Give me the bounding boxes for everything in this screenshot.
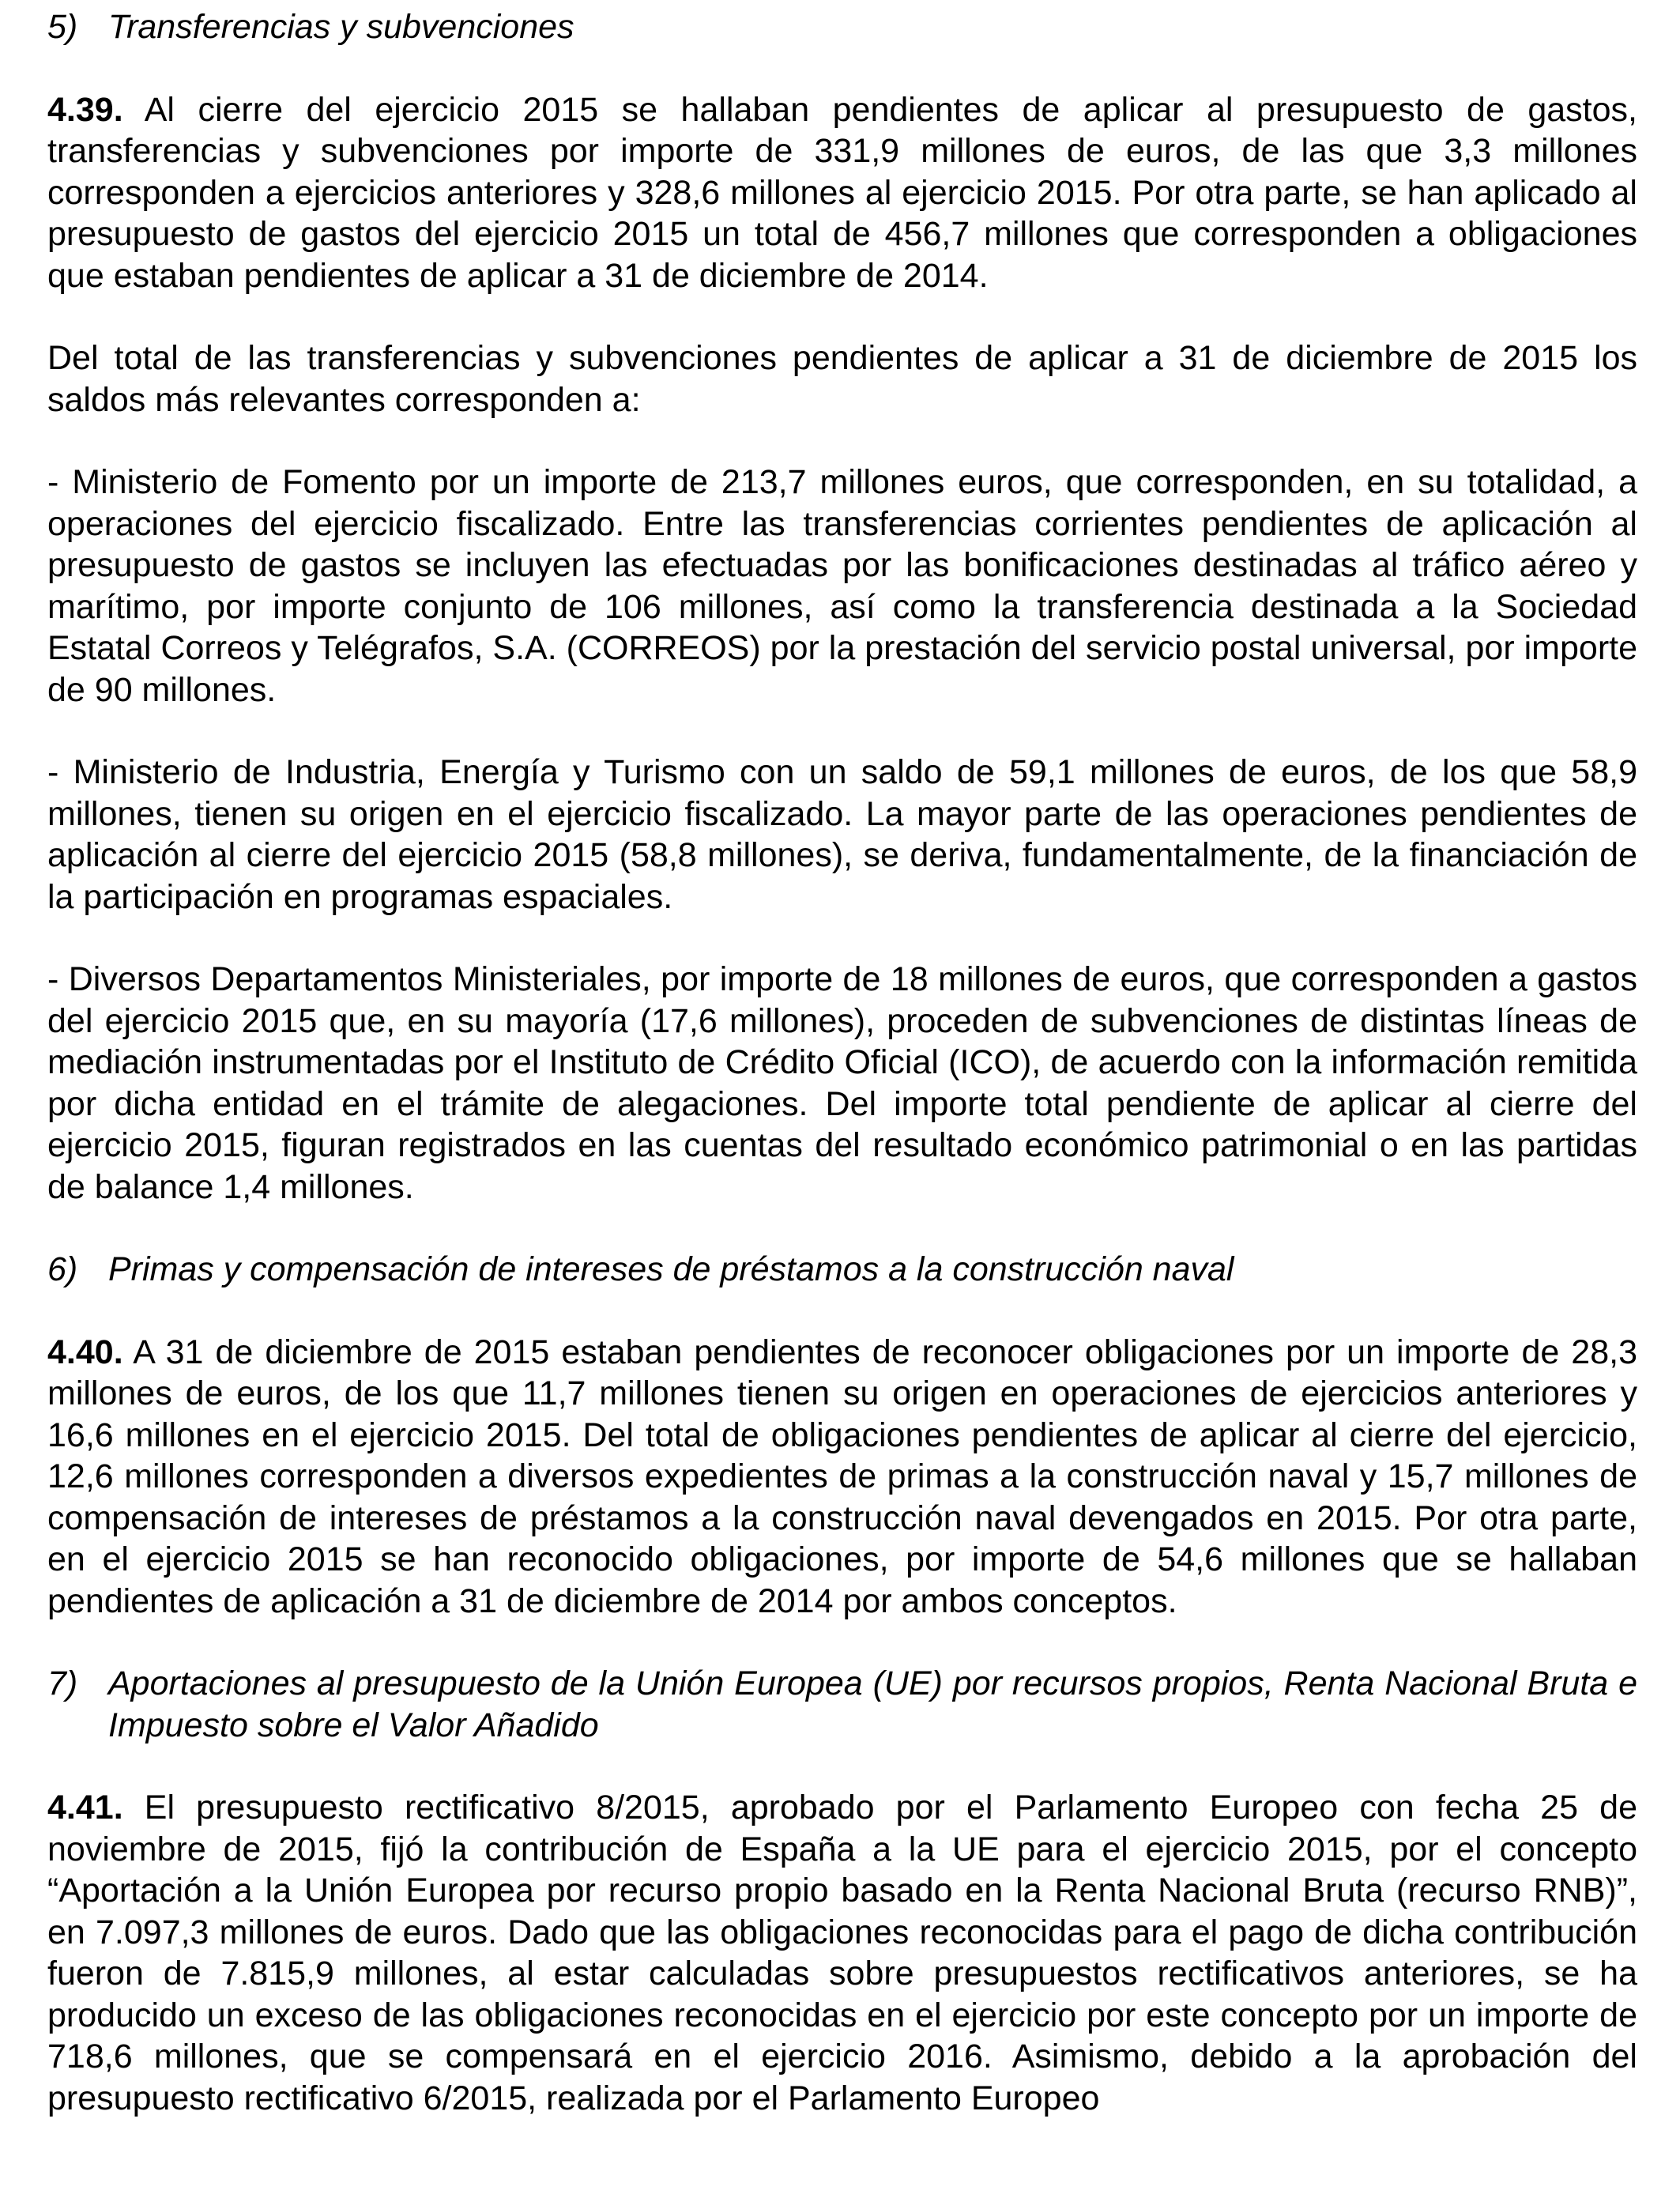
section-number: 7): [47, 1664, 78, 1702]
section-title: Primas y compensación de intereses de préstamos a la construcción naval: [108, 1250, 1234, 1288]
paragraph-total-intro: Del total de las transferencias y subvenciones pendientes de aplicar a 31 de diciembre de 2015 los saldos más relevantes corresponden a:: [47, 339, 1637, 419]
section-number: 5): [47, 8, 78, 46]
paragraph-text: Al cierre del ejercicio 2015 se hallaban pendientes de aplicar al presupuesto de gastos, transferencias y subvenciones por importe de 331,9 millones de euros, de las que 3,3 millones corresponden a ejercicios anteriores y 328,6 millones al ejercicio 2015. Por otra parte, se han aplicado al presupuesto de gastos del ejercicio 2015 un total de 456,7 millones que corresponden a obligaciones que estaban pendientes de aplicar a 31 de diciembre de 2014.: [47, 90, 1637, 295]
document-page: [47, 6, 1637, 2119]
section-heading-6: [47, 1249, 1637, 1291]
section-number: 6): [47, 1250, 78, 1288]
paragraph-4-39: [47, 89, 1637, 297]
paragraph-4-40: [47, 1332, 1637, 1623]
paragraph-text: El presupuesto rectificativo 8/2015, aprobado por el Parlamento Europeo con fecha 25 de noviembre de 2015, fijó la contribución de España a la UE para el ejercicio 2015, por el concepto “Aportación a la Unión Europea por recurso propio basado en la Renta Nacional Bruta (recurso RNB)”, en 7.097,3 millones de euros. Dado que las obligaciones reconocidas para el pago de dicha contribución fueron de 7.815,9 millones, al estar calculadas sobre presupuestos rectificativos anteriores, se ha producido un exceso de las obligaciones reconocidas en el ejercicio por este concepto por un importe de 718,6 millones, que se compensará en el ejercicio 2016. Asimismo, debido a la aprobación del presupuesto rectificativo 6/2015, realizada por el Parlamento Europeo: [47, 1789, 1637, 2117]
section-heading-5: [47, 6, 1637, 48]
list-item-fomento: - Ministerio de Fomento por un importe de 213,7 millones euros, que corresponden, en su totalidad, a operaciones del ejercicio fiscalizado. Entre las transferencias corrientes pendientes de aplicación al presupuesto de gastos se incluyen las efectuadas por las bonificaciones destinadas al tráfico aéreo y marítimo, por importe conjunto de 106 millones, así como la transferencia destinada a la Sociedad Estatal Correos y Telégrafos, S.A. (CORREOS) por la prestación del servicio postal universal, por importe de 90 millones.: [47, 463, 1637, 709]
list-item-diversos: - Diversos Departamentos Ministeriales, por importe de 18 millones de euros, que corresponden a gastos del ejercicio 2015 que, en su mayoría (17,6 millones), proceden de subvenciones de distintas líneas de mediación instrumentadas por el Instituto de Crédito Oficial (ICO), de acuerdo con la información remitida por dicha entidad en el trámite de alegaciones. Del importe total pendiente de aplicar al cierre del ejercicio 2015, figuran registrados en las cuentas del resultado económico patrimonial o en las partidas de balance 1,4 millones.: [47, 960, 1637, 1206]
paragraph-number: 4.41.: [47, 1789, 123, 1826]
section-title: Transferencias y subvenciones: [108, 8, 574, 46]
list-item-industria: - Ministerio de Industria, Energía y Turismo con un saldo de 59,1 millones de euros, de los que 58,9 millones, tienen su origen en el ejercicio fiscalizado. La mayor parte de las operaciones pendientes de aplicación al cierre del ejercicio 2015 (58,8 millones), se deriva, fundamentalmente, de la financiación de la participación en programas espaciales.: [47, 753, 1637, 916]
paragraph-text: A 31 de diciembre de 2015 estaban pendientes de reconocer obligaciones por un importe de 28,3 millones de euros, de los que 11,7 millones tienen su origen en operaciones de ejercicios anteriores y 16,6 millones en el ejercicio 2015. Del total de obligaciones pendientes de aplicar al cierre del ejercicio, 12,6 millones corresponden a diversos expedientes de primas a la construcción naval y 15,7 millones de compensación de intereses de préstamos a la construcción naval devengados en 2015. Por otra parte, en el ejercicio 2015 se han reconocido obligaciones, por importe de 54,6 millones que se hallaban pendientes de aplicación a 31 de diciembre de 2014 por ambos conceptos.: [47, 1333, 1637, 1620]
section-heading-7: [47, 1663, 1637, 1746]
section-title: Aportaciones al presupuesto de la Unión Europea (UE) por recursos propios, Renta Nacional Bruta e Impuesto sobre el Valor Añadido: [108, 1664, 1637, 1744]
paragraph-number: 4.40.: [47, 1333, 123, 1371]
paragraph-number: 4.39.: [47, 90, 123, 129]
paragraph-4-41: [47, 1787, 1637, 2119]
